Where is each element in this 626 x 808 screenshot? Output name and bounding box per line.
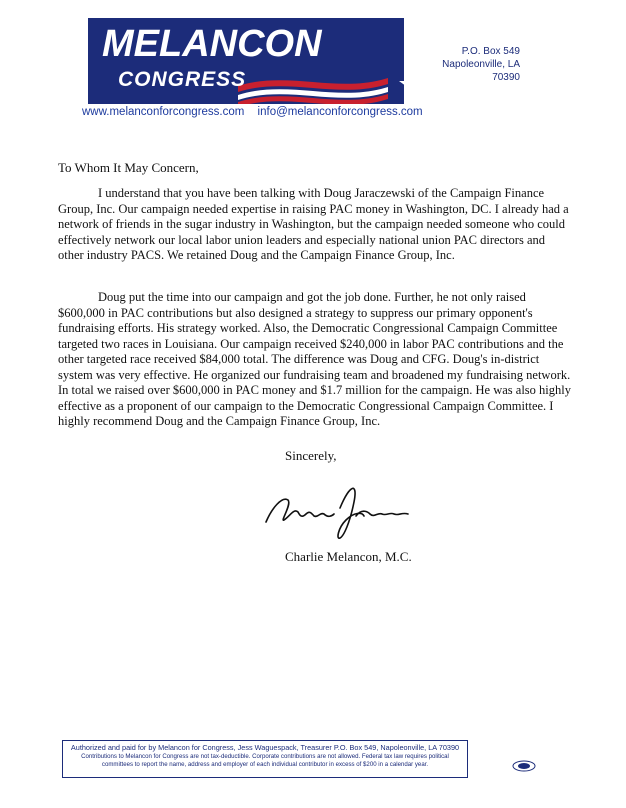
closing: Sincerely, xyxy=(285,448,337,463)
logo-subtitle: CONGRESS xyxy=(118,68,247,91)
contact-links xyxy=(82,106,433,118)
salutation: To Whom It May Concern, xyxy=(58,160,199,175)
signer-name: Charlie Melancon, M.C. xyxy=(285,549,412,564)
address-line: P.O. Box 549 xyxy=(461,46,520,57)
star-icon xyxy=(399,68,404,102)
signature-icon xyxy=(258,478,418,542)
mailing-address xyxy=(442,45,520,84)
flag-stripes-graphic xyxy=(238,64,404,104)
union-bug-icon xyxy=(512,760,536,772)
website-link[interactable]: www.melanconforcongress.com xyxy=(82,106,245,118)
logo-name: MELANCON xyxy=(102,23,322,65)
disclaimer-line: Authorized and paid for by Melancon for Congress, Jess Waguespack, Treasurer P.O. Box 549, Napoleonville, LA 70390 xyxy=(70,743,460,752)
email-link[interactable]: info@melanconforcongress.com xyxy=(257,106,423,118)
address-line: Napoleonville, LA xyxy=(442,59,520,70)
address-line: 70390 xyxy=(492,72,520,83)
campaign-logo xyxy=(88,18,404,104)
body-paragraph: Doug put the time into our campaign and got the job done. Further, he not only raised $600,000 in PAC contributions but also designed a strategy to suppress our primary opponent's fundraising efforts. His strategy worked. Also, the Democratic Congressional Campaign Committee targeted two races in Louisiana. Our campaign received $240,000 in labor PAC contributions and the other targeted race received $84,000 total. The difference was Doug and CFG. Doug's in-district system was very effective. He organized our fundraising team and broadened my fundraising network. In total we raised over $600,000 in PAC money and $1.7 million for the campaign. He was also highly effective as a proponent of our campaign to the Democratic Congressional Campaign Committee. I highly recommend Doug and the Campaign Finance Group, Inc. xyxy=(58,290,571,428)
disclaimer-box xyxy=(62,740,468,778)
disclaimer-line: committees to report the name, address and employer of each individual contributor in excess of $200 in a calendar year. xyxy=(101,761,429,768)
disclaimer-line: Contributions to Melancon for Congress are not tax-deductible. Corporate contributions are not allowed. Federal tax law requires political xyxy=(81,753,449,760)
body-paragraph: I understand that you have been talking with Doug Jaraczewski of the Campaign Finance Group, Inc. Our campaign needed expertise in raising PAC money in Washington, DC. I already had a network of friends in the sugar industry in Washington, but the campaign needed someone who could effectively network our local labor union leaders and especially national union PAC directors and other industry PACS. We retained Doug and the Campaign Finance Group, Inc. xyxy=(58,186,569,262)
